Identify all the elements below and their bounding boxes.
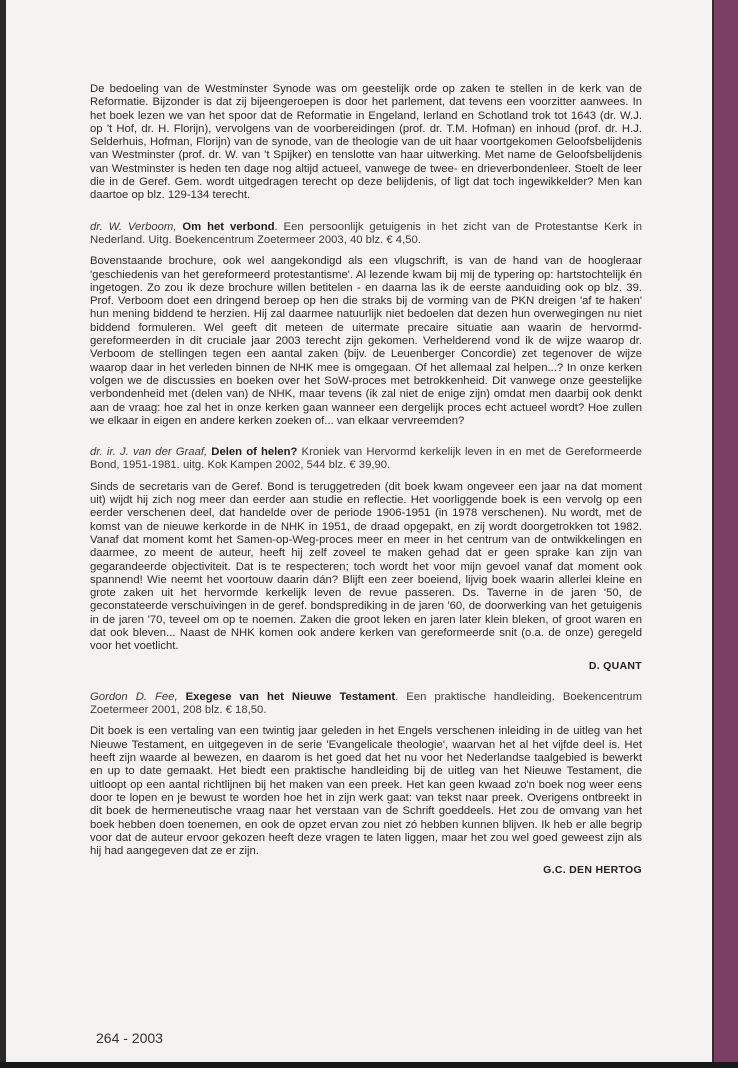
review-body-van-der-graaf: Sinds de secretaris van de Geref. Bond is teruggetreden (dit boek kwam ongeveer een jaar na dat moment uit) wijdt hij zich nog meer dan eerder aan studie en reflectie. Het voorliggende boek is een vervolg op een eerder verschenen deel, dat handelde over de periode 1906-1951 (in 1978 verschenen). Nu wordt, met de komst van de nieuwe kerkorde in de NHK in 1951, de draad opgepakt, en zij wordt doorgetrokken tot 1982. Vanaf dat moment komt het Samen-op-Weg-proces meer en meer in het centrum van de ontwikkelingen en daarmee, zo meent de auteur, heeft hij zelf zoveel te maken gehad dat er geen sprake kan zijn van gegarandeerde objectiviteit. Dat is te respecteren; toch wordt het voor mijn gevoel vanaf dat moment ook spannend! Wie neemt het voortouw daarin dán? Blijft een zeer boeiend, lijvig boek waarin allerlei kleine en grote zaken uit het hervormde kerkelijk leven de revue passeren. Ds. Taverne in de jaren '50, de geconstateerde verschuivingen in de geref. bondsprediking in de jaren '60, de doorwerking van het getuigenis in de jaren '70, teveel om op te noemen. Zaken die groot leken en jaren later klein bleken, of groot waren en dat ook bleven... Naast de NHK komen ook andere kerken van gereformeerde snit (o.a. de onze) geregeld voor het voetlicht. <box>90 480 642 653</box>
page-bottom-edge <box>0 1062 738 1068</box>
review-book-title: Exegese van het Nieuwe Testament <box>185 690 396 703</box>
review-book-details: Kroniek van Hervormd kerkelijk leven in en met de Gereformeerde Bond, 1951-1981. uitg. Kok Kampen 2002, 544 blz. € 39,90. <box>90 446 643 472</box>
review-book-title: Delen of helen? <box>211 446 298 459</box>
book-spine <box>714 0 738 1068</box>
review-body-verboom: Bovenstaande brochure, ook wel aangekondigd als een vlugschrift, is van de hand van de hoogleraar 'geschiedenis van het gereformeerd protestantisme'. Al lezende kwam bij mij de typering op: hartstochtelijk én ingetogen. Zo zou ik deze brochure willen betitelen - en daarna las ik de eerste aanduiding ook op blz. 39. Prof. Verboom doet een dringend beroep op hen die straks bij de vorming van de PKN dreigen 'af te haken' hun mening biddend te herzien. Hij zal daarmee natuurlijk niet bedoelen dat dezen hun overwegingen nu niet biddend formuleren. Wel geeft dit meteen de uitermate precaire situatie aan waarin de hervormd-gereformeerden in dit cruciale jaar 2003 terecht zijn gekomen. Verhelderend vond ik de wijze waarop dr. Verboom de stellingen tegen een aantal zaken (bijv. de Leuenberger Concordie) zet tegenover de wijze waarop daar in het verleden binnen de NHK mee is omgegaan. Of het allemaal zal helpen...? In onze kerken volgen we de discussies en boeken over het SoW-proces met betrokkenheid. Dit vanwege onze geestelijke verbondenheid met (delen van) de NHK, maar tevens (ik zal niet de enige zijn) omdat men daarbij ook denkt aan de vraag: hoe zal het in onze kerken gaan wanneer een dergelijk proces echt actueel wordt? Hoe zullen we elkaar in eigen en andere kerken zoeken of... van elkaar vervreemden? <box>90 255 642 427</box>
reviewer-signature-quant: D. QUANT <box>588 659 642 672</box>
review-citation-fee <box>90 691 642 718</box>
review-author: Gordon D. Fee, <box>90 690 178 703</box>
review-author: dr. ir. J. van der Graaf, <box>90 446 208 459</box>
review-book-details: . Een praktische handleiding. Boekencentrum Zoetermeer 2001, 208 blz. € 18,50. <box>90 690 642 717</box>
review-citation-verboom <box>90 221 642 248</box>
reviewer-signature-den-hertog: G.C. DEN HERTOG <box>543 864 642 877</box>
article-content <box>90 83 642 878</box>
review-book-title: Om het verbond <box>182 220 275 233</box>
review-author: dr. W. Verboom, <box>90 220 177 233</box>
page-number: 264 - 2003 <box>96 1030 163 1046</box>
review-book-details: . Een persoonlijk getuigenis in het zicht van de Protestantse Kerk in Nederland. Uitg. Boekencentrum Zoetermeer 2003, 40 blz. € 4,50. <box>90 220 643 246</box>
review-citation-van-der-graaf <box>90 446 642 473</box>
review-body-fee: Dit boek is een vertaling van een twintig jaar geleden in het Engels verschenen inleiding in de uitleg van het Nieuwe Testament, en uitgegeven in de serie 'Evangelicale theologie', waarvan het al het vijfde deel is. Het heeft zijn waarde al bewezen, en daarom is het goed dat het nu voor het Nederlandse taalgebied is bewerkt en up to date gemaakt. Het biedt een praktische handleiding bij de uitleg van het Nieuwe Testament, die uitloopt op een aantal richtlijnen bij het maken van een preek. Het kan geen kwaad zo'n boek nog weer eens door te lopen en je bewust te worden hoe het in zijn werk gaat: van tekst naar preek. Overigens ontbreekt in dit boek de hermeneutische vraag naar het verstaan van de Schrift goeddeels. Het zou de omvang van het boek hebben doen toenemen, en ook de opzet ervan zou niet zó hebben kunnen blijven. Ik heb er alle begrip voor dat de auteur ervoor gekozen heeft deze vragen te laten liggen, maar het zou wel goed geweest zijn als hij had aangegeven dat ze er zijn. <box>90 725 642 858</box>
intro-paragraph: De bedoeling van de Westminster Synode was om geestelijk orde op zaken te stellen in de kerk van de Reformatie. Bijzonder is dat zij bijeengeroepen is door het parlement, dat tevens een voorzitter aanwees. In het boek lezen we van het spoor dat de Reformatie in Engeland, Ierland en Schotland trok tot 1643 (dr. W.J. op 't Hof, dr. H. Florijn), vervolgens van de voorbereidingen (prof. dr. T.M. Hofman) en inhoud (prof. dr. H.J. Selderhuis, Hofman, Florijn) van de synode, van de theologie van de uit haar voortgekomen Geloofsbelijdenis van Westminster (prof. dr. W. van 't Spijker) en tenslotte van haar uitwerking. Met name de Geloofsbelijdenis van Westminster is heden ten dage nog altijd actueel, vanwege de twee- en drieverbondenleer. Stoelt de leer die in de Geref. Gem. wordt uitgedragen terecht op deze belijdenis, of ligt dat toch ingewikkelder? Men kan daartoe op blz. 129-134 terecht. <box>90 83 642 202</box>
